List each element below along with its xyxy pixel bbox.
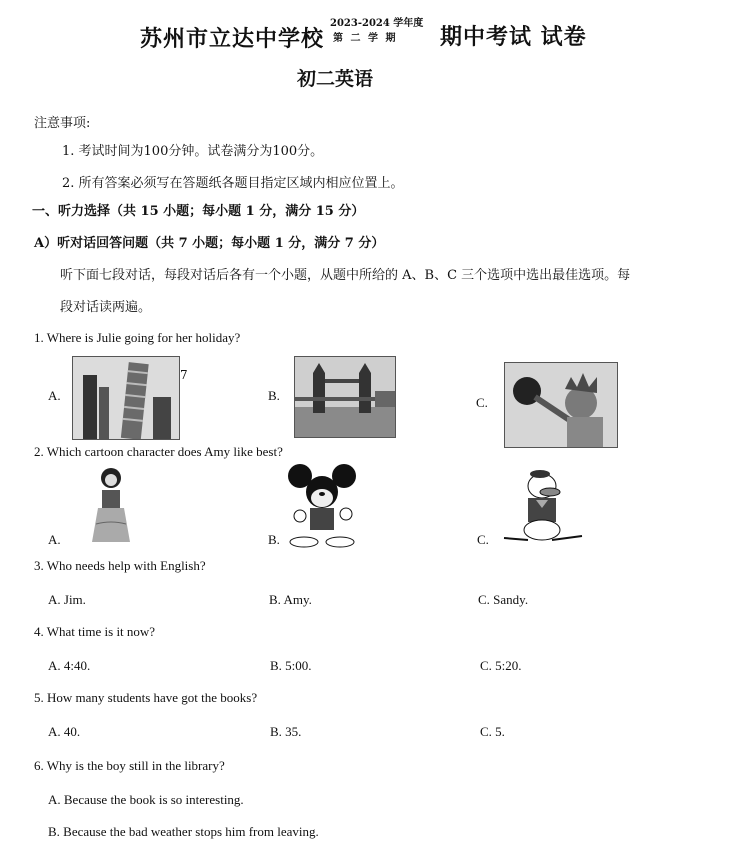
school-name: 苏州市立达中学校 [140,26,325,52]
statue-of-liberty-image [504,362,618,448]
q1-option-c: C. [476,395,488,410]
part-a-instructions-1: 听下面七段对话，每段对话后各有一个小题，从题中所给的 A、B、C 三个选项中选出最佳选项。每 [60,268,631,283]
q5-option-a: A. 40. [48,724,81,739]
q6-option-b: B. Because the bad weather stops him from leaving. [48,824,319,839]
school-year: 2023-2024 学年度 [330,18,424,29]
q1-option-a: A. [48,388,61,403]
question-5: 5. How many students have got the books? [34,690,258,705]
question-3: 3. Who needs help with English? [34,558,206,573]
q4-option-c: C. 5:20. [480,658,522,673]
q4-option-a: A. 4:40. [48,658,91,673]
q3-option-c: C. Sandy. [478,592,529,607]
donald-duck-image [496,468,588,548]
q2-option-b: B. [268,532,280,547]
q5-option-b: B. 35. [270,724,302,739]
leaning-tower-image [72,356,180,440]
question-1: 1. Where is Julie going for her holiday? [34,330,241,345]
q5-option-c: C. 5. [480,724,505,739]
notice-item-1: 1. 考试时间为100分钟。试卷满分为100分。 [62,144,324,159]
part-a-title: A）听对话回答问题（共 7 小题；每小题 1 分，满分 7 分） [34,236,385,251]
tower-bridge-image [294,356,396,438]
q3-option-b: B. Amy. [269,592,312,607]
semester: 第 二 学 期 [333,33,398,44]
question-6: 6. Why is the boy still in the library? [34,758,225,773]
subject-title: 初二英语 [297,68,374,90]
q6-option-a: A. Because the book is so interesting. [48,792,244,807]
q2-option-c: C. [477,532,489,547]
exam-title: 期中考试 试卷 [440,24,587,50]
section-1-title: 一、听力选择（共 15 小题；每小题 1 分，满分 15 分） [32,204,365,219]
mickey-mouse-image [282,462,364,548]
q2-option-a: A. [48,532,61,547]
scan-mark: 7 [180,368,188,382]
q1-option-b: B. [268,388,280,403]
question-4: 4. What time is it now? [34,624,156,639]
q3-option-a: A. Jim. [48,592,86,607]
q4-option-b: B. 5:00. [270,658,312,673]
notice-heading: 注意事项: [34,116,91,131]
notice-item-2: 2. 所有答案必须写在答题纸各题目指定区域内相应位置上。 [62,176,404,191]
question-2: 2. Which cartoon character does Amy like best? [34,444,283,459]
part-a-instructions-2: 段对话读两遍。 [60,300,152,315]
snow-white-image [86,464,136,544]
